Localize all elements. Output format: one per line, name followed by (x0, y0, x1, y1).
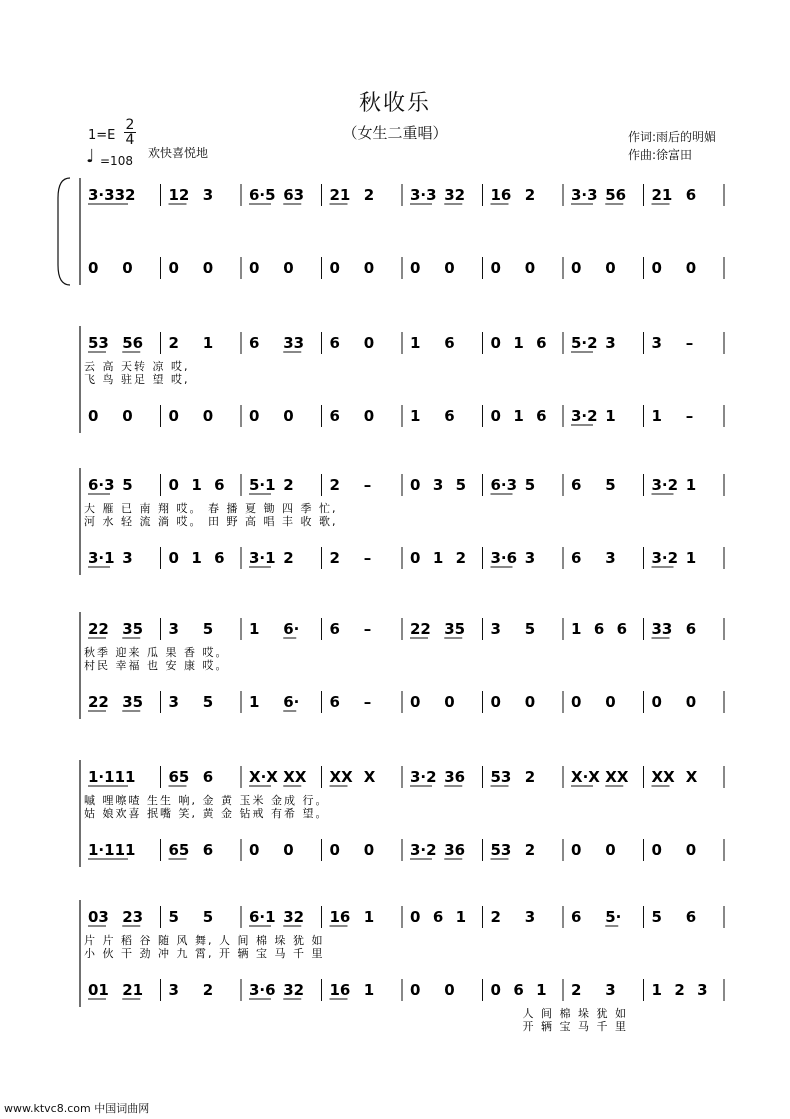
lyric-line: 河 水 轻 流 淌 哎。 田 野 高 唱 丰 收 歌, (84, 515, 338, 528)
note-group: 6 (571, 476, 582, 494)
note-group: 5 (202, 620, 214, 638)
note-group: 3·2 (571, 407, 598, 425)
composer-credit: 作曲:徐富田 (628, 148, 693, 162)
note-group: 1 (410, 334, 421, 352)
note-group: 6· (283, 693, 300, 711)
note-group: 56 (605, 186, 627, 204)
note-group: 0 (605, 693, 616, 711)
note-group: 0 (685, 841, 697, 859)
note-group: 5 (524, 620, 536, 638)
note-group: 3·2 (410, 841, 437, 859)
note-group: 35 (122, 693, 144, 711)
note-group: 6 (536, 407, 547, 425)
note-group: 5·2 (571, 334, 598, 352)
note-group: – (363, 549, 372, 567)
lyric-line-lower: 开 辆 宝 马 千 里 (522, 1020, 628, 1033)
note-group: 2 (524, 841, 536, 859)
note-group: 6 (444, 334, 455, 352)
note-group: 5 (524, 476, 536, 494)
note-group: 1 (191, 549, 202, 567)
note-group: 0 (410, 693, 421, 711)
note-group: 53 (490, 841, 512, 859)
note-group: 3·6 (249, 981, 276, 999)
lyric-line-lower: 人 间 棉 垛 犹 如 (522, 1007, 628, 1020)
note-group: 1 (513, 407, 524, 425)
note-group: 6 (329, 693, 340, 711)
note-group: 1 (651, 981, 662, 999)
note-group: 5 (168, 908, 179, 926)
note-group: 3 (490, 620, 501, 638)
note-group: 0 (249, 407, 260, 425)
note-group: 0 (651, 693, 662, 711)
note-group: 1 (571, 620, 582, 638)
note-group: 2 (571, 981, 582, 999)
note-group: 0 (571, 259, 582, 277)
note-group: 1·111 (88, 841, 136, 859)
note-group: 5· (605, 908, 622, 926)
note-group: 0 (524, 693, 536, 711)
note-group: 2 (524, 186, 536, 204)
note-group: 0 (651, 259, 662, 277)
note-group: 01 (88, 981, 109, 999)
note-group: 5 (651, 908, 662, 926)
note-group: 6 (685, 186, 697, 204)
note-group: 0 (202, 259, 214, 277)
note-group: 6·5 (249, 186, 276, 204)
note-group: 0 (490, 334, 501, 352)
note-group: 2 (674, 981, 685, 999)
note-group: 21 (329, 186, 351, 204)
lyric-line: 飞 鸟 驻足 望 哎, (84, 373, 190, 386)
note-group: 5 (455, 476, 467, 494)
note-group: 1 (513, 334, 524, 352)
note-group: 0 (444, 981, 455, 999)
note-group: 0 (283, 259, 294, 277)
note-group: 3 (605, 549, 616, 567)
note-group: 2 (168, 334, 179, 352)
note-group: – (363, 620, 372, 638)
note-group: 3 (168, 693, 179, 711)
note-group: 3 (651, 334, 662, 352)
note-group: 0 (444, 259, 455, 277)
note-group: 3 (524, 549, 536, 567)
note-group: 6 (536, 334, 547, 352)
note-group: X·X (571, 768, 600, 786)
note-group: 0 (410, 981, 421, 999)
note-group: 22 (410, 620, 431, 638)
note-group: 6 (329, 620, 340, 638)
note-group: 22 (88, 620, 109, 638)
note-group: 0 (168, 549, 179, 567)
note-group: 0 (490, 407, 501, 425)
note-group: 32 (283, 908, 305, 926)
note-group: 23 (122, 908, 144, 926)
note-group: 5 (202, 908, 214, 926)
note-group: 35 (444, 620, 466, 638)
note-group: 0 (363, 334, 375, 352)
note-group: 12 (168, 186, 190, 204)
note-group: 0 (329, 259, 340, 277)
note-group: 1 (432, 549, 444, 567)
note-group: 0 (88, 407, 99, 425)
note-group: 3·3 (410, 186, 437, 204)
note-group: 3·2 (410, 768, 437, 786)
expression-mark: 欢快喜悦地 (148, 146, 209, 160)
note-group: 53 (88, 334, 109, 352)
note-group: 0 (249, 259, 260, 277)
note-group: 03 (88, 908, 109, 926)
note-group: 3 (697, 981, 708, 999)
note-group: 5 (122, 476, 133, 494)
note-group: 56 (122, 334, 144, 352)
note-group: 3·6 (490, 549, 518, 567)
note-group: – (685, 407, 694, 425)
note-group: 2 (490, 908, 501, 926)
note-group: 63 (283, 186, 305, 204)
note-group: 36 (444, 841, 466, 859)
note-group: 1 (249, 620, 260, 638)
note-group: 0 (685, 693, 697, 711)
note-group: 0 (202, 407, 214, 425)
note-group: 1 (363, 908, 375, 926)
lyricist-credit: 作词:雨后的明媚 (628, 130, 717, 144)
note-group: 1 (536, 981, 547, 999)
note-group: 3 (605, 981, 616, 999)
note-group: 6 (202, 841, 214, 859)
note-group: 0 (283, 841, 294, 859)
note-group: 0 (122, 407, 133, 425)
note-group: 2 (455, 549, 467, 567)
note-group: 0 (410, 908, 421, 926)
note-group: 3 (168, 620, 179, 638)
note-group: 2 (363, 186, 375, 204)
note-group: 0 (122, 259, 133, 277)
note-group: 0 (168, 407, 179, 425)
note-group: 6 (571, 549, 582, 567)
lyric-line: 村民 幸福 也 安 康 哎。 (84, 659, 229, 672)
note-group: 1 (605, 407, 616, 425)
note-group: 6 (571, 908, 582, 926)
note-group: 1·111 (88, 768, 136, 786)
lyric-line: 大 雁 已 南 翔 哎。 春 播 夏 锄 四 季 忙, (84, 502, 338, 515)
note-group: 16 (329, 981, 351, 999)
note-group: 2 (283, 476, 294, 494)
note-group: XX (329, 768, 353, 786)
note-group: 0 (363, 841, 375, 859)
note-group: 6 (513, 981, 524, 999)
note-group: 0 (444, 693, 455, 711)
note-group: 0 (168, 259, 179, 277)
note-group: 0 (363, 259, 375, 277)
note-group: 0 (168, 476, 179, 494)
note-group: 0 (571, 693, 582, 711)
note-group: 22 (88, 693, 109, 711)
watermark: www.ktvc8.com 中国词曲网 (4, 1102, 150, 1115)
note-group: 1 (651, 407, 662, 425)
note-group: XX (651, 768, 675, 786)
note-group: 6 (329, 407, 340, 425)
note-group: – (363, 476, 372, 494)
note-group: 3·2 (651, 476, 679, 494)
note-group: 0 (490, 981, 501, 999)
note-group: 6·3 (490, 476, 518, 494)
note-group: 1 (410, 407, 421, 425)
note-group: 35 (122, 620, 144, 638)
note-group: 21 (122, 981, 144, 999)
note-group: 21 (651, 186, 673, 204)
note-group: 3·1 (249, 549, 276, 567)
note-group: 0 (249, 841, 260, 859)
note-group: 1 (685, 476, 697, 494)
note-group: 6·3 (88, 476, 115, 494)
note-group: 6· (283, 620, 300, 638)
note-group: 6 (685, 908, 697, 926)
note-group: 1 (363, 981, 375, 999)
note-group: 6 (249, 334, 260, 352)
note-group: – (685, 334, 694, 352)
note-group: 3 (524, 908, 536, 926)
note-group: 6 (616, 620, 628, 638)
note-group: 65 (168, 841, 190, 859)
note-group: 2 (524, 768, 536, 786)
meter-top: 2 (125, 117, 135, 133)
note-group: 33 (283, 334, 305, 352)
note-group: 0 (605, 841, 616, 859)
song-subtitle: （女生二重唱） (342, 124, 448, 142)
note-group: 3 (202, 186, 214, 204)
note-group: 0 (410, 259, 421, 277)
quarter-note-icon: ♩ (86, 146, 95, 167)
note-group: 2 (329, 549, 340, 567)
lyric-line: 小 伙 干 劲 冲 九 霄, 开 辆 宝 马 千 里 (84, 947, 325, 960)
note-group: 65 (168, 768, 190, 786)
note-group: 1 (249, 693, 260, 711)
note-group: 0 (490, 259, 501, 277)
note-group: XX (283, 768, 307, 786)
note-group: 0 (651, 841, 662, 859)
note-group: 0 (363, 407, 375, 425)
note-group: 3·2 (651, 549, 679, 567)
note-group: X (685, 768, 698, 786)
note-group: 3 (432, 476, 444, 494)
note-group: X (363, 768, 376, 786)
note-group: 6 (214, 476, 225, 494)
note-group: 5 (202, 693, 214, 711)
note-group: 16 (329, 908, 351, 926)
note-group: 6·1 (249, 908, 276, 926)
note-group: 16 (490, 186, 512, 204)
lyric-line: 片 片 稻 谷 随 风 舞, 人 间 棉 垛 犹 如 (84, 934, 325, 947)
note-group: 0 (410, 549, 421, 567)
tempo-mark: =108 (100, 154, 133, 168)
note-group: 0 (329, 841, 340, 859)
note-group: 0 (685, 259, 697, 277)
note-group: 0 (283, 407, 294, 425)
note-group: 3·1 (88, 549, 115, 567)
note-group: 0 (605, 259, 616, 277)
lyric-line: 嘁 哩嚓喳 生生 响, 金 黄 玉米 金成 行。 (84, 794, 329, 807)
note-group: 2 (283, 549, 294, 567)
note-group: 3·332 (88, 186, 136, 204)
note-group: 2 (202, 981, 214, 999)
note-group: 0 (490, 693, 501, 711)
key-signature: 1=E (88, 128, 116, 143)
note-group: 2 (329, 476, 340, 494)
note-group: 1 (685, 549, 697, 567)
note-group: 1 (455, 908, 467, 926)
lyric-line: 姑 娘欢喜 抿嘴 笑, 黄 金 钻戒 有希 望。 (84, 807, 329, 820)
note-group: 0 (571, 841, 582, 859)
note-group: – (363, 693, 372, 711)
note-group: 6 (214, 549, 225, 567)
note-group: 5·1 (249, 476, 276, 494)
note-group: 6 (329, 334, 340, 352)
note-group: 3 (605, 334, 616, 352)
note-group: XX (605, 768, 629, 786)
lyric-line: 秋季 迎来 瓜 果 香 哎。 (84, 646, 229, 659)
note-group: 6 (593, 620, 605, 638)
note-group: 1 (202, 334, 214, 352)
note-group: 32 (283, 981, 305, 999)
note-group: 33 (651, 620, 673, 638)
lyric-line: 云 高 天转 凉 哎, (84, 360, 190, 373)
note-group: 32 (444, 186, 466, 204)
note-group: 0 (410, 476, 421, 494)
note-group: 5 (605, 476, 616, 494)
note-group: 3·3 (571, 186, 598, 204)
note-group: 36 (444, 768, 466, 786)
note-group: 53 (490, 768, 512, 786)
note-group: 6 (432, 908, 444, 926)
note-group: 0 (524, 259, 536, 277)
note-group: 3 (168, 981, 179, 999)
song-title: 秋收乐 (358, 91, 431, 116)
note-group: 6 (444, 407, 455, 425)
note-group: 0 (88, 259, 99, 277)
meter-bottom: 4 (125, 132, 135, 148)
note-group: 1 (191, 476, 202, 494)
system-brace (58, 178, 70, 285)
note-group: 3 (122, 549, 133, 567)
note-group: 6 (202, 768, 214, 786)
note-group: X·X (249, 768, 278, 786)
note-group: 6 (685, 620, 697, 638)
